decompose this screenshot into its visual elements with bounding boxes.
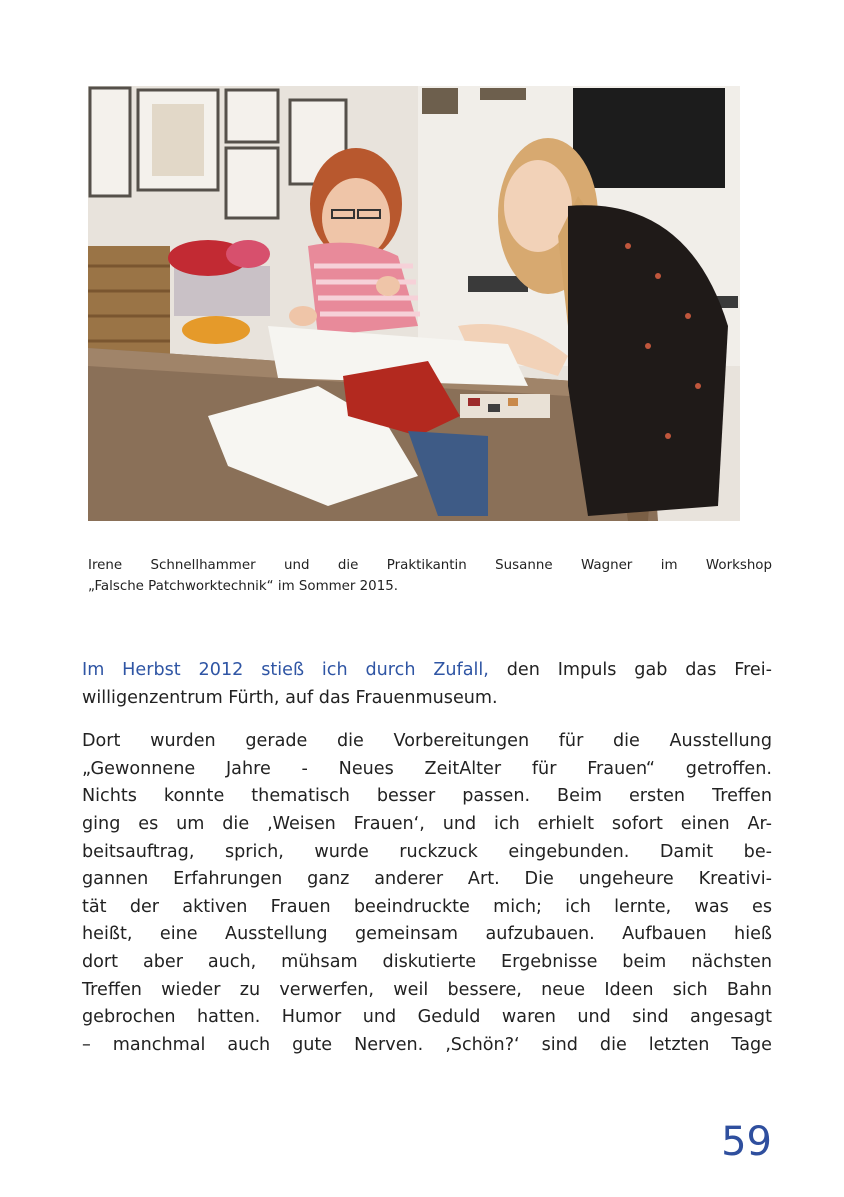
paragraph-2-line: Nichts konnte thematisch besser passen. Beim ersten Treffen [82,786,772,807]
paragraph-2-line: Dort wurden gerade die Vorbereitungen für die Ausstellung [82,731,772,752]
body-text [82,657,772,1059]
paragraph-2-line: dort aber auch, mühsam diskutierte Ergebnisse beim nächsten [82,951,772,972]
photo-caption [88,555,772,597]
workshop-photo-icon [88,86,740,521]
caption-line-1: Irene Schnellhammer und die Praktikantin Susanne Wagner im Workshop [88,558,772,573]
paragraph-2-line: gannen Erfahrungen ganz anderer Art. Die ungeheure Kreativi- [82,869,772,890]
paragraph-2-line: – manchmal auch gute Nerven. ‚Schön?‘ sind die letzten Tage [82,1034,772,1055]
workshop-photo [88,86,740,521]
lead-in-highlight: Im Herbst 2012 stieß ich durch Zufall, [82,660,489,680]
paragraph-1-line-1 [82,657,772,685]
paragraph-2-line: Treffen wieder zu verwerfen, weil bessere, neue Ideen sich Bahn [82,979,772,1000]
paragraph-2-line: heißt, eine Ausstellung gemeinsam aufzubauen. Aufbauen hieß [82,924,772,945]
paragraph-1-line-2: willigenzentrum Fürth, auf das Frauenmuseum. [82,687,498,708]
paragraph-2-line: ging es um die ‚Weisen Frauen‘, und ich erhielt sofort einen Ar- [82,813,772,834]
paragraph-2-line: „Gewonnene Jahre - Neues ZeitAlter für Frauen“ getroffen. [82,758,772,779]
paragraph-2-line: gebrochen hatten. Humor und Geduld waren und sind angesagt [82,1007,772,1028]
paragraph-1 [82,657,772,712]
paragraph-2 [82,728,772,1059]
paragraph-2-line: beitsauftrag, sprich, wurde ruckzuck eingebunden. Damit be- [82,841,772,862]
page-number: 59 [721,1119,772,1165]
caption-line-2: „Falsche Patchworktechnik“ im Sommer 2015. [88,579,398,594]
paragraph-1-line-1-rest: den Impuls gab das Frei- [488,660,772,680]
paragraph-2-line: tät der aktiven Frauen beeindruckte mich; ich lernte, was es [82,896,772,917]
